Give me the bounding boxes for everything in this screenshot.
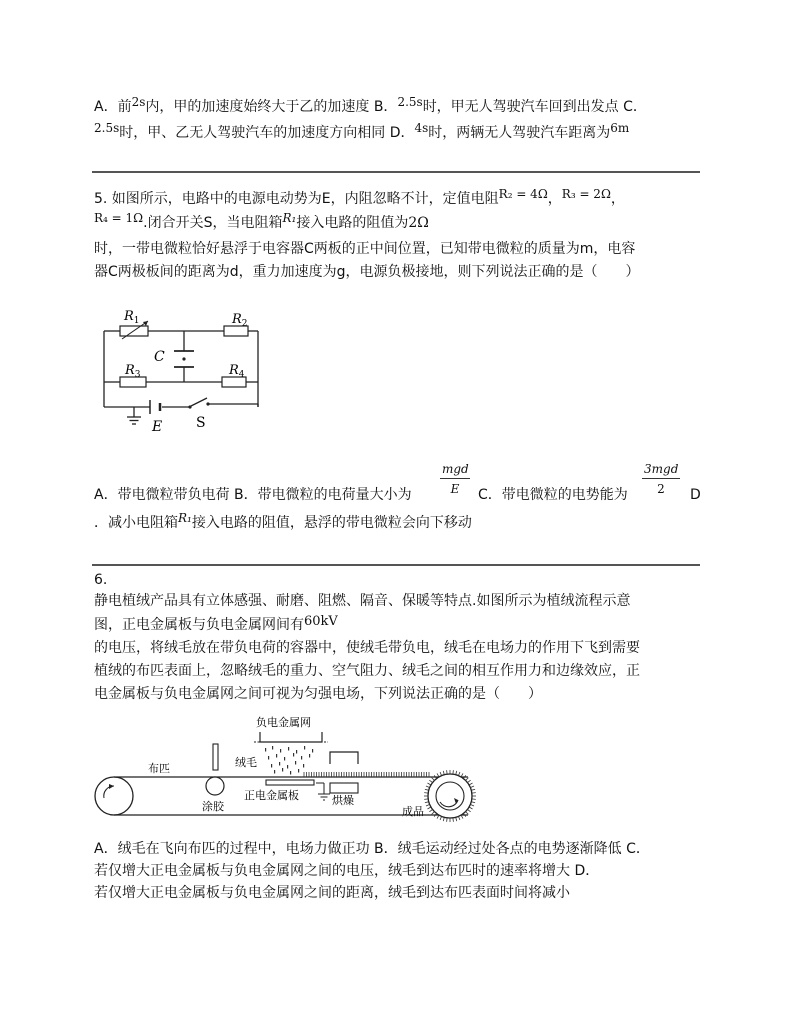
fraction-1-denominator: E [450, 482, 460, 496]
q5-line-2 [94, 211, 429, 232]
q4-math-2s: 2s [131, 95, 146, 109]
positive-metal-plate [266, 780, 314, 785]
q5-stem-text-2: .闭合开关S，当电阻箱 [143, 215, 283, 231]
label-r2: $R_2$ [232, 312, 248, 329]
q5-stem-text-3: 接入电路的阻值为 [296, 215, 409, 231]
q4-math-4s: 4s [414, 121, 429, 135]
q6-line-2 [94, 616, 338, 635]
q4-option-c-cont: 时，甲、乙无人驾驶汽车的加速度方向相同 D． [119, 125, 415, 141]
ground-icon [127, 417, 141, 424]
resistor-r3 [120, 377, 146, 387]
label-product: 成品 [402, 805, 424, 818]
q5-options-line-2 [94, 511, 472, 532]
q5-options-line-1 [94, 486, 412, 504]
drying-oven [330, 752, 358, 764]
label-s: S [196, 415, 206, 431]
q5-line-3: 时，一带电微粒恰好悬浮于电容器C两板的正中间位置，已知带电微粒的质量为m，电容 [94, 241, 636, 257]
q6-line-5: 电金属板与负电金属网之间可视为匀强电场，下列说法正确的是（ ） [94, 686, 542, 702]
q5-r3-value: R₃ = 2Ω [561, 187, 611, 201]
q5-option-c-text: C．带电微粒的电势能为 [478, 487, 628, 503]
left-roller [95, 777, 133, 815]
label-r1: $R_1$ [124, 309, 140, 326]
q6-options-line-1: A．绒毛在飞向布匹的过程中，电场力做正功 B．绒毛运动经过处各点的电势逐渐降低 C． [94, 841, 650, 857]
q5-stem-text-1: 5. 如图所示，电路中的电源电动势为E，内阻忽略不计，定值电阻 [94, 191, 499, 207]
label-c: C [154, 349, 165, 365]
q5-r1-value: 2Ω [408, 215, 429, 231]
q6-number: 6. [94, 572, 108, 588]
fraction-mgd-over-e [440, 462, 470, 496]
fraction-3mgd-over-2 [642, 462, 680, 496]
product-roller [428, 774, 472, 818]
fraction-1-numerator: mgd [440, 462, 470, 479]
q5-option-d-label: D [690, 487, 701, 503]
q6-line-4: 植绒的布匹表面上，忽略绒毛的重力、空气阻力、绒毛之间的相互作用力和边缘效应，正 [94, 663, 640, 679]
q6-options-line-2: 若仅增大正电金属板与负电金属网之间的电压，绒毛到达布匹时的速率将增大 D． [94, 863, 600, 879]
label-drying: 烘燥 [332, 794, 354, 807]
separator-1 [92, 171, 700, 173]
q4-option-d-text: 时，两辆无人驾驶汽车距离为 [428, 125, 611, 141]
flock-texture [304, 772, 429, 777]
fraction-2-numerator: 3mgd [642, 462, 680, 479]
switch-contact-right [206, 402, 209, 405]
glue-roller [206, 777, 224, 795]
q5-comma-2: ， [610, 191, 625, 207]
label-cloth: 布匹 [148, 762, 170, 775]
q4-option-a-text: A．前 [94, 99, 132, 115]
label-glue: 涂胶 [202, 800, 224, 813]
q5-r1-symbol: R₁ [282, 211, 297, 225]
fluff-particles [265, 746, 313, 775]
glue-blade [213, 744, 218, 770]
q5-option-c-line [478, 486, 628, 504]
q6-stem-text-2: 图，正电金属板与负电金属网间有 [94, 617, 304, 633]
separator-2 [92, 564, 700, 566]
negative-mesh-container [260, 732, 322, 742]
label-r4: $R_4$ [229, 363, 245, 380]
q6-line-1: 静电植绒产品具有立体感强、耐磨、阻燃、隔音、保暖等特点.如图所示为植绒流程示意 [94, 593, 631, 609]
q5-option-d-text-2: 接入电路的阻值，悬浮的带电微粒会向下移动 [191, 515, 472, 531]
flocking-process-diagram [90, 712, 490, 822]
q5-option-ab-text: A．带电微粒带负电荷 B．带电微粒的电荷量大小为 [94, 487, 412, 503]
q4-math-2-5s-b: 2.5s [94, 121, 120, 135]
q6-options-line-3: 若仅增大正电金属板与负电金属网之间的距离，绒毛到达布匹表面时间将减小 [94, 885, 570, 901]
q5-option-d-text-1: ．减小电阻箱 [94, 515, 178, 531]
q4-math-6m: 6m [610, 121, 630, 135]
q4-math-2-5s: 2.5s [397, 95, 423, 109]
q5-line-4: 器C两极板间的距离为d，重力加速度为g，电源负极接地，则下列说法正确的是（ ） [94, 264, 640, 280]
drying-oven-lower [330, 783, 358, 793]
label-positive-plate: 正电金属板 [244, 789, 299, 802]
q4-option-c-text: 时，甲无人驾驶汽车回到出发点 C． [422, 99, 647, 115]
q6-math-60kv: 60kV [304, 614, 338, 629]
q4-option-b-text: 内，甲的加速度始终大于乙的加速度 B． [145, 99, 398, 115]
label-e: E [152, 419, 163, 435]
label-r3: $R_3$ [125, 363, 141, 380]
q4-options-line-2 [94, 121, 630, 142]
q5-line-1 [94, 187, 625, 208]
label-fluff: 绒毛 [235, 756, 257, 769]
q5-option-d-r1: R₁ [178, 511, 192, 525]
q4-options-line-1 [94, 95, 647, 116]
charged-particle [182, 357, 185, 360]
q5-r4-value: R₄ = 1Ω [94, 211, 144, 225]
q5-comma-1: ， [547, 191, 562, 207]
label-negative-mesh: 负电金属网 [256, 716, 311, 729]
q5-r2-value: R₂ = 4Ω [498, 187, 548, 201]
fraction-2-denominator: 2 [657, 482, 665, 496]
switch-blade [191, 398, 207, 406]
q6-line-3: 的电压，将绒毛放在带负电荷的容器中，使绒毛带负电，绒毛在电场力的作用下飞到需要 [94, 640, 640, 656]
circuit-diagram [96, 305, 271, 435]
ground-icon [318, 794, 330, 800]
